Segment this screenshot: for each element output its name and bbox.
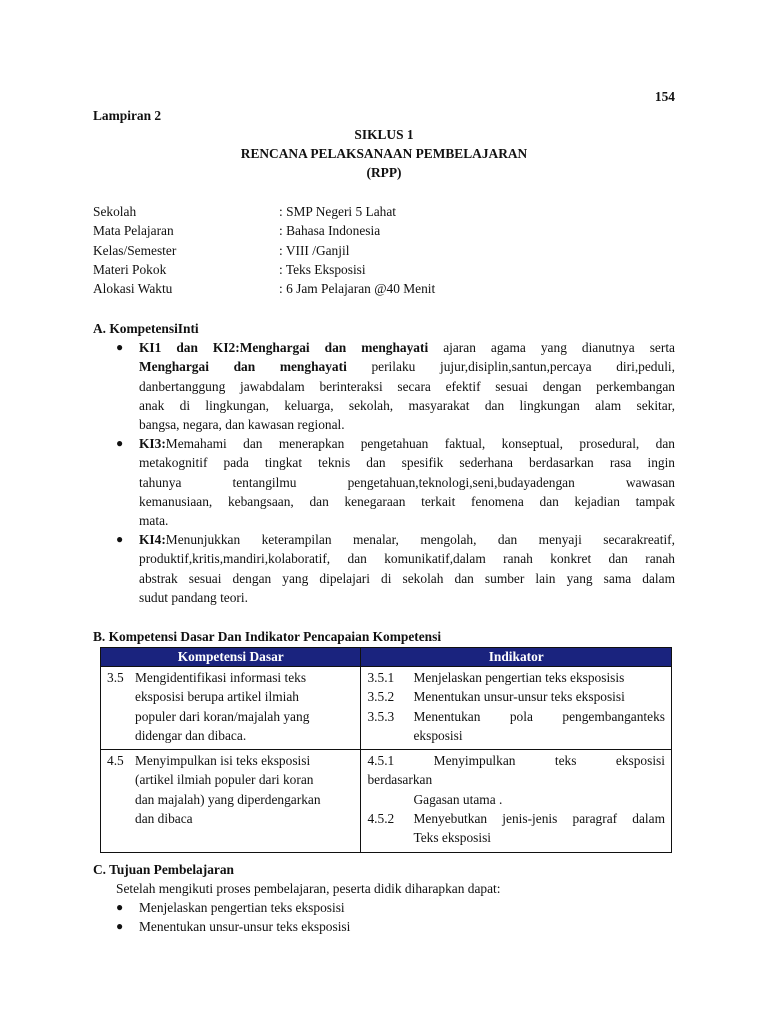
bullet-icon: ● bbox=[116, 900, 124, 914]
ki3-bold: KI3: bbox=[139, 436, 166, 451]
indicator-text bbox=[413, 707, 665, 746]
indicator-number: 3.5.3 bbox=[367, 708, 395, 724]
appendix-label: Lampiran 2 bbox=[93, 108, 162, 123]
indicator-line: Menentukan pola pengembanganteks bbox=[413, 708, 665, 724]
info-label: Mata Pelajaran bbox=[93, 223, 174, 239]
section-c-intro: Setelah mengikuti proses pembelajaran, peserta didik diharapkan dapat: bbox=[116, 881, 501, 896]
kd-line: eksposisi berupa artikel ilmiah bbox=[135, 689, 299, 705]
indicator-number: 4.5.2 bbox=[367, 811, 395, 827]
info-value: : 6 Jam Pelajaran @40 Menit bbox=[279, 281, 436, 297]
indicator-item bbox=[367, 809, 665, 848]
ki12-bold-1: KI1 dan KI2:Menghargai dan menghayati bbox=[139, 340, 429, 355]
ki4-text: Menunjukkan keterampilan menalar, mengolah, dan menyaji secarakreatif, bbox=[165, 532, 675, 547]
ki12-line: anak di lingkungan, keluarga, sekolah, masyarakat dan lingkungan alam sekitar, bbox=[139, 397, 675, 413]
kd-line: dan majalah) yang diperdengarkan bbox=[135, 791, 321, 807]
indicator-line: berdasarkan bbox=[367, 772, 433, 788]
indicator-item bbox=[367, 687, 665, 706]
indicator-number: 3.5.1 bbox=[367, 670, 395, 685]
indicator-cell bbox=[361, 667, 672, 750]
ki12-line: bangsa, negara, dan kawasan regional. bbox=[139, 417, 345, 433]
ki4-line bbox=[139, 530, 675, 549]
indicator-cell bbox=[361, 750, 672, 852]
ki3-text: Memahami dan menerapkan pengetahuan faktual, konseptual, prosedural, dan bbox=[165, 436, 675, 451]
ki3-line: metakognitif pada tingkat teknis dan spesifik sederhana berdasarkan rasa ingin bbox=[139, 455, 675, 471]
ki4-paragraph bbox=[139, 530, 675, 607]
indicator-number: 3.5.2 bbox=[367, 689, 395, 705]
ki12-text-1: ajaran agama yang dianutnya serta bbox=[428, 340, 675, 355]
table-row bbox=[101, 750, 672, 852]
page-number: 154 bbox=[654, 89, 675, 104]
info-label: Alokasi Waktu bbox=[93, 281, 173, 297]
competency-table bbox=[100, 647, 672, 853]
indicator-word: teks bbox=[554, 753, 577, 769]
ki4-line: sudut pandang teori. bbox=[139, 589, 248, 605]
indicator-text bbox=[413, 809, 665, 848]
kd-line: Mengidentifikasi informasi teks bbox=[135, 670, 307, 685]
indicator-word: eksposisi bbox=[615, 753, 665, 769]
table-header-row bbox=[101, 648, 672, 667]
indicator-line: Menyebutkan jenis-jenis paragraf dalam bbox=[413, 811, 665, 827]
indicator-item bbox=[367, 668, 665, 687]
ki3-line: kemanusiaan, kebangsaan, dan kenegaraan terkait fenomena dan kejadian tampak bbox=[139, 493, 675, 509]
ki4-bold: KI4: bbox=[139, 532, 166, 547]
title-rpp-abbr: (RPP) bbox=[366, 165, 402, 180]
table-row bbox=[101, 667, 672, 750]
ki3-line bbox=[139, 434, 675, 453]
kd-line: didengar dan dibaca. bbox=[135, 727, 247, 743]
indicator-text: Menentukan unsur-unsur teks eksposisi bbox=[413, 689, 625, 705]
info-value: : SMP Negeri 5 Lahat bbox=[279, 204, 397, 219]
indicator-line: eksposisi bbox=[413, 727, 463, 743]
ki12-line bbox=[139, 338, 675, 357]
ki3-line: tahunya tentangilmu pengetahuan,teknologi,seni,budayadengan wawasan bbox=[139, 474, 675, 490]
table-header-indicator: Indikator bbox=[361, 648, 672, 667]
info-row-school bbox=[93, 202, 675, 221]
indicator-word: Menyimpulkan bbox=[433, 753, 516, 769]
indicator-line: Teks eksposisi bbox=[413, 830, 492, 846]
ki12-text-2: perilaku jujur,disiplin,santun,percaya diri,peduli, bbox=[346, 359, 675, 375]
bullet-icon: ● bbox=[116, 919, 124, 933]
kd-number: 3.5 bbox=[107, 670, 124, 685]
kd-cell bbox=[101, 667, 361, 750]
info-value: : Teks Eksposisi bbox=[279, 261, 366, 277]
bullet-icon: ● bbox=[116, 532, 124, 546]
info-value: : Bahasa Indonesia bbox=[279, 223, 381, 239]
info-row-time bbox=[93, 279, 675, 298]
section-c-heading: C. Tujuan Pembelajaran bbox=[93, 862, 234, 877]
objective-item: Menjelaskan pengertian teks eksposisi bbox=[139, 900, 345, 915]
objective-item: Menentukan unsur-unsur teks eksposisi bbox=[139, 919, 351, 934]
info-label: Materi Pokok bbox=[93, 261, 167, 277]
kd-line: Menyimpulkan isi teks eksposisi bbox=[135, 753, 311, 769]
kd-text bbox=[135, 751, 354, 828]
info-label: Sekolah bbox=[93, 204, 137, 219]
info-value: : VIII /Ganjil bbox=[279, 242, 350, 258]
indicator-text: Menjelaskan pengertian teks eksposisis bbox=[413, 670, 625, 685]
ki12-bold-2: Menghargai dan menghayati bbox=[139, 359, 347, 375]
ki4-line: abstrak sesuai dengan yang dipelajari di sekolah dan sumber lain yang sama dalam bbox=[139, 570, 675, 586]
kd-line: dan dibaca bbox=[135, 811, 193, 827]
kd-text bbox=[135, 668, 354, 745]
kd-line: populer dari koran/majalah yang bbox=[135, 708, 310, 724]
title-rpp-full: RENCANA PELAKSANAAN PEMBELAJARAN bbox=[240, 146, 528, 161]
ki3-line: mata. bbox=[139, 513, 169, 529]
section-a-heading: A. KompetensiInti bbox=[93, 321, 199, 336]
info-row-class bbox=[93, 241, 675, 260]
info-label: Kelas/Semester bbox=[93, 242, 177, 258]
info-row-topic bbox=[93, 260, 675, 279]
bullet-icon: ● bbox=[116, 340, 124, 354]
indicator-line: Gagasan utama . bbox=[413, 791, 503, 807]
identity-block bbox=[93, 202, 675, 298]
kd-line: (artikel ilmiah populer dari koran bbox=[135, 772, 314, 788]
info-row-subject bbox=[93, 221, 675, 240]
kd-cell bbox=[101, 750, 361, 852]
table-header-kd: Kompetensi Dasar bbox=[101, 648, 361, 667]
ki3-paragraph bbox=[139, 434, 675, 530]
indicator-number: 4.5.1 bbox=[367, 753, 395, 769]
section-b-heading: B. Kompetensi Dasar Dan Indikator Pencapaian Kompetensi bbox=[93, 629, 442, 644]
ki12-paragraph bbox=[139, 338, 675, 434]
title-cycle: SIKLUS 1 bbox=[354, 127, 414, 142]
ki12-line bbox=[139, 357, 675, 376]
indicator-item bbox=[367, 751, 665, 770]
indicator-item bbox=[367, 707, 665, 746]
ki12-line: danbertanggung jawabdalam berinteraksi secara efektif sesuai dengan perkembangan bbox=[139, 378, 675, 394]
bullet-icon: ● bbox=[116, 436, 124, 450]
ki4-line: produktif,kritis,mandiri,kolaboratif, dan komunikatif,dalam ranah konkret dan ranah bbox=[139, 551, 675, 567]
kd-number: 4.5 bbox=[107, 753, 124, 769]
